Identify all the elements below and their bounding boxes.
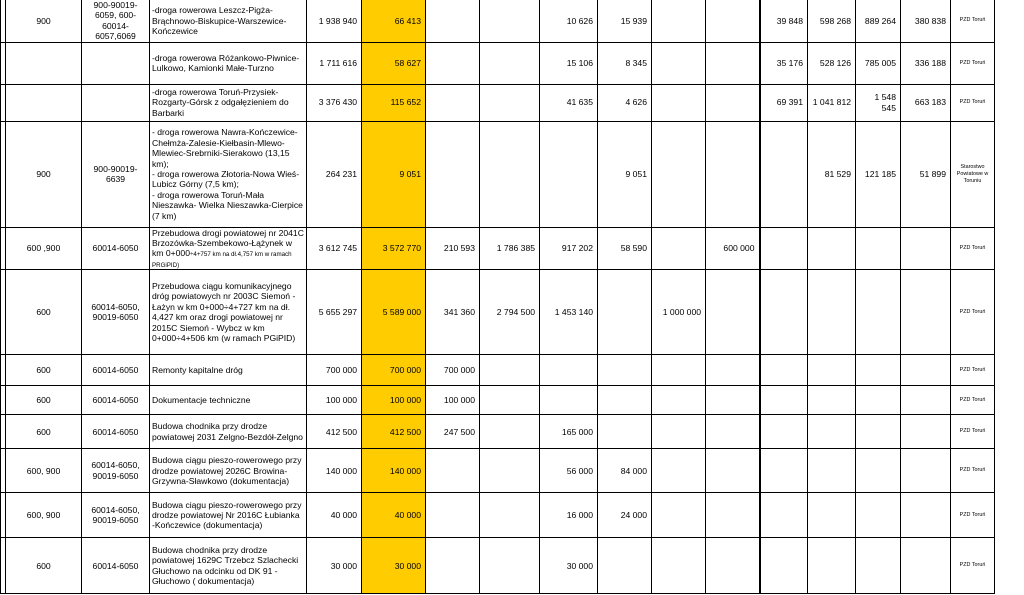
amount-cell-10 [901, 415, 951, 449]
division-cell: 900 [6, 121, 82, 227]
amount-cell-8: 81 529 [808, 121, 856, 227]
amount-cell-3: 41 635 [540, 84, 598, 121]
task-name-cell [150, 449, 307, 493]
amount-cell-4: 8 345 [598, 42, 652, 84]
amount-cell-8 [808, 227, 856, 270]
highlighted-amount-cell: 9 051 [362, 121, 426, 227]
table-row [1, 538, 995, 594]
amount-cell-1: 210 593 [426, 227, 480, 270]
total-cost-cell: 1 711 616 [307, 42, 362, 84]
amount-cell-8 [808, 449, 856, 493]
amount-cell-5 [652, 84, 706, 121]
amount-cell-8 [808, 386, 856, 415]
amount-cell-4: 24 000 [598, 493, 652, 538]
table-row [1, 0, 995, 42]
highlighted-amount-cell: 412 500 [362, 415, 426, 449]
amount-cell-1 [426, 538, 480, 594]
amount-cell-9 [856, 227, 901, 270]
amount-cell-7 [760, 538, 808, 594]
chapter-cell: 60014-6050, 90019-6050 [82, 493, 150, 538]
amount-cell-8: 1 041 812 [808, 84, 856, 121]
amount-cell-1: 247 500 [426, 415, 480, 449]
amount-cell-8: 528 126 [808, 42, 856, 84]
amount-cell-9 [856, 415, 901, 449]
total-cost-cell: 1 938 940 [307, 0, 362, 42]
unit-cell: PZD Toruń [951, 415, 995, 449]
amount-cell-5 [652, 355, 706, 386]
amount-cell-3: 30 000 [540, 538, 598, 594]
task-name-text: Budowa ciągu pieszo-rowerowego przy drodze powiatowej Nr 2016C Łubianka -Kończewice (dokumentacja) [152, 499, 302, 531]
task-name-text: Budowa chodnika przy drodze powiatowej 2031 Zelgno-Bezdół-Zelgno [152, 421, 303, 442]
amount-cell-1 [426, 121, 480, 227]
highlighted-amount-cell: 40 000 [362, 493, 426, 538]
total-cost-cell: 700 000 [307, 355, 362, 386]
amount-cell-2 [480, 84, 540, 121]
task-name-text: Remonty kapitalne dróg [152, 365, 243, 376]
amount-cell-2 [480, 449, 540, 493]
amount-cell-6 [706, 538, 760, 594]
total-cost-cell: 30 000 [307, 538, 362, 594]
amount-cell-10: 51 899 [901, 121, 951, 227]
chapter-cell: 60014-6050 [82, 227, 150, 270]
chapter-cell: 60014-6050 [82, 538, 150, 594]
unit-cell: Starostwo Powiatowe w Toruniu [951, 121, 995, 227]
total-cost-cell: 5 655 297 [307, 270, 362, 355]
division-cell: 600, 900 [6, 449, 82, 493]
amount-cell-10 [901, 386, 951, 415]
amount-cell-10 [901, 538, 951, 594]
amount-cell-7 [760, 493, 808, 538]
amount-cell-6 [706, 449, 760, 493]
division-cell: 600 ,900 [6, 227, 82, 270]
amount-cell-4: 4 626 [598, 84, 652, 121]
amount-cell-6 [706, 121, 760, 227]
division-cell: 600 [6, 415, 82, 449]
total-cost-cell: 3 612 745 [307, 227, 362, 270]
task-name-text: Dokumentacje techniczne [152, 395, 251, 406]
amount-cell-10: 380 838 [901, 0, 951, 42]
amount-cell-1 [426, 0, 480, 42]
amount-cell-5 [652, 493, 706, 538]
amount-cell-9 [856, 538, 901, 594]
unit-cell: PZD Toruń [951, 270, 995, 355]
task-name-text: -droga rowerowa Toruń-Przysiek-Rozgarty-Górsk z odgałęzieniem do Barbarki [152, 87, 289, 118]
table-row [1, 415, 995, 449]
amount-cell-7 [760, 270, 808, 355]
total-cost-cell: 40 000 [307, 493, 362, 538]
page-edge [1014, 0, 1024, 595]
highlighted-amount-cell: 100 000 [362, 386, 426, 415]
amount-cell-8 [808, 538, 856, 594]
amount-cell-3 [540, 121, 598, 227]
amount-cell-1 [426, 42, 480, 84]
total-cost-cell: 100 000 [307, 386, 362, 415]
amount-cell-10: 336 188 [901, 42, 951, 84]
division-cell: 600, 900 [6, 493, 82, 538]
unit-cell: PZD Toruń [951, 493, 995, 538]
amount-cell-4: 15 939 [598, 0, 652, 42]
amount-cell-10 [901, 493, 951, 538]
amount-cell-4 [598, 270, 652, 355]
unit-cell: PZD Toruń [951, 42, 995, 84]
total-cost-cell: 3 376 430 [307, 84, 362, 121]
amount-cell-9: 889 264 [856, 0, 901, 42]
amount-cell-5 [652, 449, 706, 493]
chapter-cell: 60014-6050, 90019-6050 [82, 449, 150, 493]
highlighted-amount-cell: 66 413 [362, 0, 426, 42]
amount-cell-9 [856, 355, 901, 386]
amount-cell-3: 165 000 [540, 415, 598, 449]
amount-cell-4: 84 000 [598, 449, 652, 493]
amount-cell-9: 1 548 545 [856, 84, 901, 121]
unit-cell: PZD Toruń [951, 538, 995, 594]
amount-cell-2 [480, 121, 540, 227]
total-cost-cell: 264 231 [307, 121, 362, 227]
amount-cell-1 [426, 493, 480, 538]
amount-cell-3 [540, 355, 598, 386]
amount-cell-5 [652, 538, 706, 594]
amount-cell-4: 9 051 [598, 121, 652, 227]
task-name-cell [150, 415, 307, 449]
unit-cell: PZD Toruń [951, 355, 995, 386]
task-name-text: Budowa chodnika przy drodze powiatowej 1629C Trzebcz Szlachecki Głuchowo na odcinku od DK 91 - Głuchowo ( dokumentacja) [152, 544, 299, 587]
amount-cell-10 [901, 449, 951, 493]
task-name-cell [150, 84, 307, 121]
amount-cell-7 [760, 121, 808, 227]
amount-cell-5: 1 000 000 [652, 270, 706, 355]
unit-cell: PZD Toruń [951, 386, 995, 415]
amount-cell-9: 785 005 [856, 42, 901, 84]
task-name-text: Budowa ciągu pieszo-rowerowego przy drodze powiatowej 2026C Browina- Grzywna-Sławkowo (dokumentacja) [152, 455, 302, 486]
amount-cell-6 [706, 84, 760, 121]
amount-cell-6 [706, 270, 760, 355]
amount-cell-10 [901, 355, 951, 386]
amount-cell-5 [652, 121, 706, 227]
unit-cell: PZD Toruń [951, 449, 995, 493]
amount-cell-5 [652, 0, 706, 42]
division-cell [6, 84, 82, 121]
amount-cell-1: 341 360 [426, 270, 480, 355]
amount-cell-2 [480, 42, 540, 84]
task-name-text: Przebudowa ciągu komunikacyjnego dróg powiatowych nr 2003C Siemoń - Łażyn w km 0+000÷4+727 km na dł. 4,427 km oraz drogi powiatowej nr 2015C Siemoń - Wybcz w km 0+000÷4+506 km (w ramach PGiPID) [152, 281, 296, 344]
highlighted-amount-cell: 140 000 [362, 449, 426, 493]
table-row [1, 121, 995, 227]
task-name-text: -droga rowerowa Leszcz-Pigża-Brąchnowo-Biskupice-Warszewice-Kończewice [152, 5, 287, 37]
amount-cell-4 [598, 386, 652, 415]
amount-cell-7 [760, 355, 808, 386]
task-name-text: Przebudowa drogi powiatowej nr 2041C Brzozówka-Szembekowo-Łążynek w km 0+000 [152, 227, 304, 259]
amount-cell-3: 917 202 [540, 227, 598, 270]
highlighted-amount-cell: 30 000 [362, 538, 426, 594]
amount-cell-10: 663 183 [901, 84, 951, 121]
amount-cell-6 [706, 42, 760, 84]
amount-cell-1 [426, 449, 480, 493]
chapter-cell: 60014-6050, 90019-6050 [82, 270, 150, 355]
division-cell: 600 [6, 386, 82, 415]
amount-cell-7 [760, 386, 808, 415]
highlighted-amount-cell: 3 572 770 [362, 227, 426, 270]
amount-cell-4 [598, 415, 652, 449]
table-row [1, 449, 995, 493]
amount-cell-4 [598, 538, 652, 594]
amount-cell-3: 56 000 [540, 449, 598, 493]
amount-cell-5 [652, 415, 706, 449]
division-cell: 600 [6, 538, 82, 594]
task-name-cell [150, 227, 307, 270]
table-body [1, 0, 995, 594]
chapter-cell: 60014-6050 [82, 415, 150, 449]
amount-cell-6: 600 000 [706, 227, 760, 270]
amount-cell-7: 39 848 [760, 0, 808, 42]
task-name-cell [150, 493, 307, 538]
amount-cell-6 [706, 0, 760, 42]
table-row [1, 84, 995, 121]
task-name-cell [150, 538, 307, 594]
total-cost-cell: 412 500 [307, 415, 362, 449]
highlighted-amount-cell: 115 652 [362, 84, 426, 121]
amount-cell-2 [480, 386, 540, 415]
unit-cell: PZD Toruń [951, 84, 995, 121]
amount-cell-8: 598 268 [808, 0, 856, 42]
amount-cell-3 [540, 386, 598, 415]
amount-cell-7 [760, 449, 808, 493]
task-name-cell [150, 0, 307, 42]
amount-cell-3: 15 106 [540, 42, 598, 84]
amount-cell-7 [760, 415, 808, 449]
division-cell: 900 [6, 0, 82, 42]
amount-cell-8 [808, 415, 856, 449]
amount-cell-9 [856, 386, 901, 415]
amount-cell-3: 16 000 [540, 493, 598, 538]
task-name-cell [150, 386, 307, 415]
amount-cell-2: 2 794 500 [480, 270, 540, 355]
task-name-cell [150, 270, 307, 355]
chapter-cell: 900-90019-6639 [82, 121, 150, 227]
table-row [1, 355, 995, 386]
task-name-cell [150, 42, 307, 84]
amount-cell-6 [706, 355, 760, 386]
amount-cell-9 [856, 493, 901, 538]
amount-cell-2 [480, 0, 540, 42]
amount-cell-7 [760, 227, 808, 270]
amount-cell-2 [480, 493, 540, 538]
amount-cell-2 [480, 538, 540, 594]
task-name-text: -droga rowerowa Różankowo-Piwnice-Lulkowo, Kamionki Małe-Turzno [152, 52, 300, 74]
amount-cell-1: 700 000 [426, 355, 480, 386]
amount-cell-1: 100 000 [426, 386, 480, 415]
amount-cell-7: 35 176 [760, 42, 808, 84]
amount-cell-6 [706, 415, 760, 449]
table-row [1, 493, 995, 538]
division-cell: 600 [6, 270, 82, 355]
division-cell: 600 [6, 355, 82, 386]
task-name-cell [150, 355, 307, 386]
amount-cell-5 [652, 386, 706, 415]
unit-cell: PZD Toruń [951, 0, 995, 42]
task-name-text: - droga rowerowa Nawra-Kończewice-Chełmża-Zalesie-Kiełbasin-Mlewo-Mlewiec-Srebrniki-Sierakowo (13,15 km); - droga rowerowa Złotoria-Nowa Wieś-Lubicz Górny (7,5 km); - droga rowerowa Toruń-Mała Nieszawka- Wielka Nieszawka-Cierpice (7 km) [152, 127, 303, 221]
chapter-cell [82, 42, 150, 84]
amount-cell-2 [480, 355, 540, 386]
amount-cell-2 [480, 415, 540, 449]
amount-cell-1 [426, 84, 480, 121]
amount-cell-8 [808, 270, 856, 355]
amount-cell-9: 121 185 [856, 121, 901, 227]
chapter-cell [82, 84, 150, 121]
amount-cell-7: 69 391 [760, 84, 808, 121]
highlighted-amount-cell: 58 627 [362, 42, 426, 84]
amount-cell-9 [856, 270, 901, 355]
unit-cell: PZD Toruń [951, 227, 995, 270]
chapter-cell: 900-90019-6059, 600-60014-6057,6069 [82, 0, 150, 42]
division-cell [6, 42, 82, 84]
amount-cell-4 [598, 355, 652, 386]
amount-cell-6 [706, 386, 760, 415]
amount-cell-10 [901, 227, 951, 270]
chapter-cell: 60014-6050 [82, 386, 150, 415]
amount-cell-2: 1 786 385 [480, 227, 540, 270]
highlighted-amount-cell: 5 589 000 [362, 270, 426, 355]
table-row [1, 42, 995, 84]
amount-cell-6 [706, 493, 760, 538]
task-name-cell [150, 121, 307, 227]
table-row [1, 227, 995, 270]
total-cost-cell: 140 000 [307, 449, 362, 493]
chapter-cell: 60014-6050 [82, 355, 150, 386]
amount-cell-3: 1 453 140 [540, 270, 598, 355]
amount-cell-9 [856, 449, 901, 493]
amount-cell-8 [808, 355, 856, 386]
amount-cell-5 [652, 42, 706, 84]
task-name-note: ÷4+757 km na dł.4,757 km w ramach PRGiPID) [152, 251, 292, 269]
amount-cell-5 [652, 227, 706, 270]
amount-cell-10 [901, 270, 951, 355]
table-row [1, 270, 995, 355]
amount-cell-8 [808, 493, 856, 538]
amount-cell-4: 58 590 [598, 227, 652, 270]
amount-cell-3: 10 626 [540, 0, 598, 42]
highlighted-amount-cell: 700 000 [362, 355, 426, 386]
table-row [1, 386, 995, 415]
